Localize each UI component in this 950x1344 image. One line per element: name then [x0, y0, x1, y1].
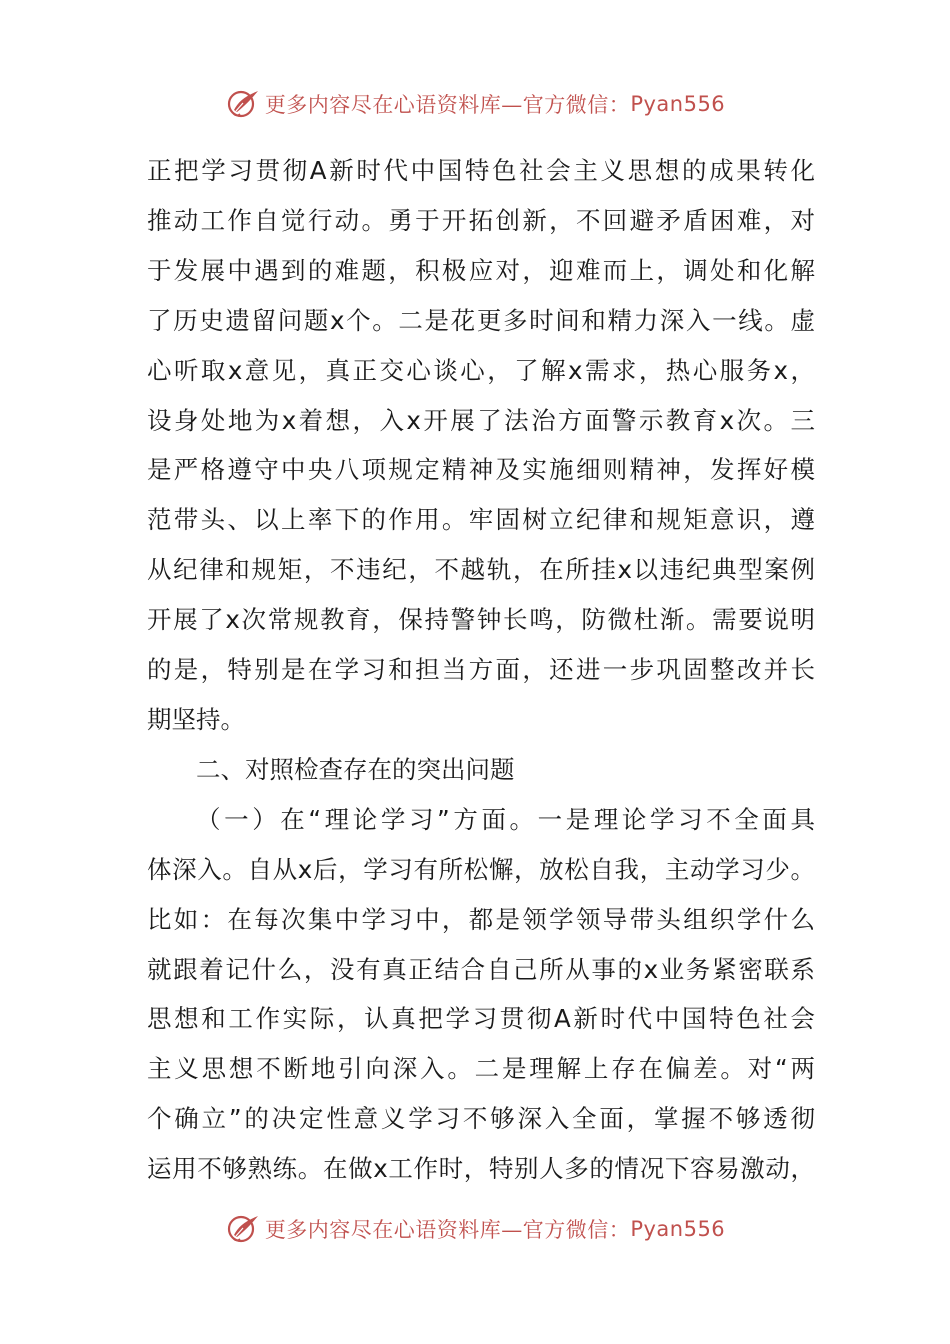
- wechat-id: Pyan556: [630, 1217, 726, 1241]
- document-body: [147, 146, 815, 1194]
- quill-logo-icon: [225, 1211, 261, 1247]
- wechat-id: Pyan556: [630, 92, 726, 116]
- paragraph: [147, 795, 815, 1194]
- text-line: 正把学习贯彻A新时代中国特色社会主义思想的成果转化: [147, 156, 815, 185]
- text-line: 体深入。自从x后，学习有所松懈，放松自我，主动学习少。: [147, 854, 815, 884]
- section-heading: 二、对照检查存在的突出问题: [196, 754, 515, 784]
- banner-text: 更多内容尽在心语资料库—官方微信：: [264, 1218, 631, 1242]
- text-line: （一）在“理论学习”方面。一是理论学习不全面具: [196, 804, 815, 834]
- footer-banner: [0, 1207, 950, 1251]
- text-line: 了历史遗留问题x个。二是花更多时间和精力深入一线。虚: [147, 305, 815, 335]
- quill-logo-icon: [225, 86, 261, 122]
- text-line: 主义思想不断地引向深入。二是理解上存在偏差。对“两: [147, 1054, 815, 1084]
- text-line: 范带头、以上率下的作用。牢固树立纪律和规矩意识，遵: [147, 505, 815, 535]
- text-line: 运用不够熟练。在做x工作时，特别人多的情况下容易激动，: [147, 1154, 815, 1184]
- text-line: 于发展中遇到的难题，积极应对，迎难而上，调处和化解: [147, 255, 815, 285]
- text-line: 就跟着记什么，没有真正结合自己所从事的x业务紧密联系: [147, 954, 815, 984]
- text-line: 的是，特别是在学习和担当方面，还进一步巩固整改并长: [147, 655, 815, 685]
- text-line: 开展了x次常规教育，保持警钟长鸣，防微杜渐。需要说明: [147, 605, 815, 635]
- text-line: 个确立”的决定性意义学习不够深入全面，掌握不够透彻: [147, 1104, 815, 1134]
- text-line: 比如：在每次集中学习中，都是领学领导带头组织学什么: [147, 904, 815, 934]
- text-line: 从纪律和规矩，不违纪，不越轨，在所挂x以违纪典型案例: [147, 555, 815, 585]
- text-line: 设身处地为x着想，入x开展了法治方面警示教育x次。三: [147, 405, 815, 435]
- text-line: 思想和工作实际，认真把学习贯彻A新时代中国特色社会: [147, 1004, 815, 1034]
- banner-text: 更多内容尽在心语资料库—官方微信：: [264, 93, 631, 117]
- text-line: 推动工作自觉行动。勇于开拓创新，不回避矛盾困难，对: [147, 205, 815, 235]
- text-line: 心听取x意见，真正交心谈心，了解x需求，热心服务x，: [147, 355, 815, 385]
- paragraph: [147, 146, 815, 745]
- text-line: 期坚持。: [147, 704, 245, 734]
- header-banner: [0, 82, 950, 126]
- text-line: 是严格遵守中央八项规定精神及实施细则精神，发挥好模: [147, 455, 815, 485]
